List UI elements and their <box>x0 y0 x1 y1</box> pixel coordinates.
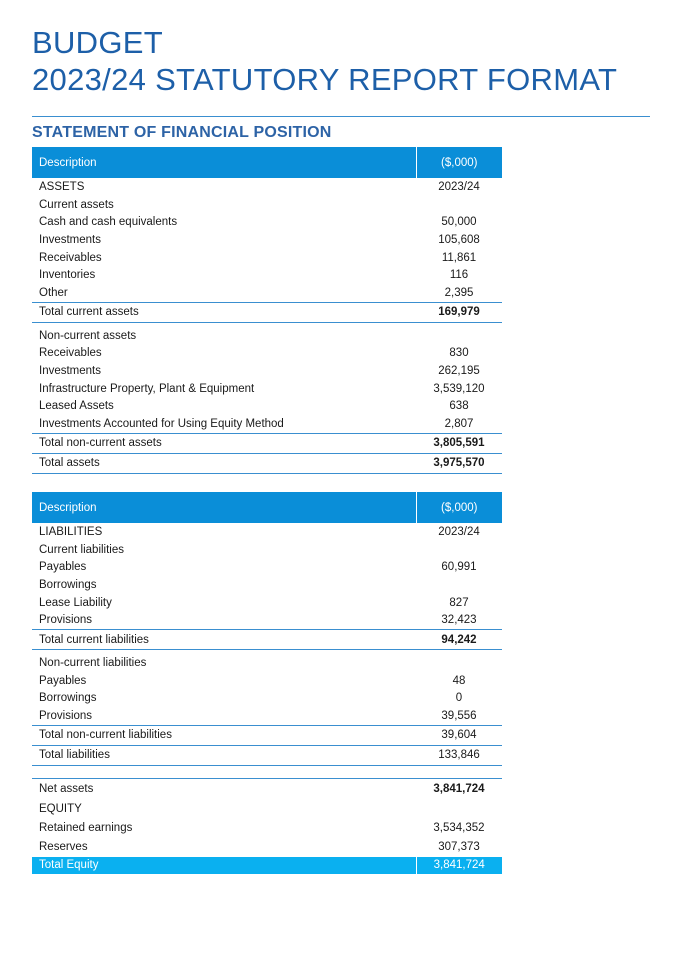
row-value: 2023/24 <box>438 180 480 193</box>
row-value: 307,373 <box>438 841 480 854</box>
row-value: 94,242 <box>416 630 502 650</box>
table-row <box>32 523 502 541</box>
row-label: LIABILITIES <box>39 525 103 538</box>
table-row <box>32 284 502 302</box>
row-value: 827 <box>449 596 469 609</box>
table-row <box>32 558 502 576</box>
table-row <box>32 541 502 559</box>
row-value: 2023/24 <box>438 525 480 538</box>
section-title: STATEMENT OF FINANCIAL POSITION <box>32 124 332 141</box>
table-row <box>32 266 502 284</box>
table-row <box>32 594 502 612</box>
row-label: Total assets <box>32 453 416 473</box>
row-label: Total non-current liabilities <box>32 725 416 745</box>
table-row <box>32 345 502 363</box>
row-value: 3,841,724 <box>416 857 502 874</box>
row-label: Current assets <box>39 198 114 211</box>
table-row <box>32 196 502 214</box>
row-value: 3,975,570 <box>416 453 502 473</box>
table-row <box>32 398 502 416</box>
row-label: Receivables <box>39 347 102 360</box>
total-row <box>32 302 502 322</box>
row-label: Borrowings <box>39 692 97 705</box>
row-label: Leased Assets <box>39 400 114 413</box>
total-equity-row <box>32 857 502 874</box>
total-row <box>32 745 502 765</box>
row-value: 50,000 <box>441 216 477 229</box>
row-label: Total Equity <box>32 857 416 874</box>
row-label: Inventories <box>39 269 96 282</box>
row-value: 11,861 <box>441 251 477 264</box>
total-row <box>32 453 502 473</box>
row-label: Total current liabilities <box>32 630 416 650</box>
total-row <box>32 725 502 745</box>
table-header-row <box>32 492 502 523</box>
column-header-description: Description <box>32 492 416 523</box>
row-value: 3,539,120 <box>433 382 485 395</box>
row-value: 60,991 <box>441 561 477 574</box>
row-label: Non-current assets <box>39 329 137 342</box>
column-header-value: ($,000) <box>416 147 502 178</box>
row-value: 116 <box>449 269 469 282</box>
table-row <box>32 231 502 249</box>
row-value: 133,846 <box>416 745 502 765</box>
title-line-2: 2023/24 STATUTORY REPORT FORMAT <box>32 62 618 97</box>
table-row <box>32 611 502 629</box>
row-label: Investments Accounted for Using Equity Method <box>39 418 284 431</box>
row-value: 0 <box>455 692 463 705</box>
row-label: Cash and cash equivalents <box>39 216 178 229</box>
row-label: ASSETS <box>39 180 85 193</box>
total-row <box>32 433 502 453</box>
row-label: Reserves <box>39 841 88 854</box>
row-label: Lease Liability <box>39 596 112 609</box>
table-header-row <box>32 147 502 178</box>
row-value: 3,805,591 <box>416 433 502 453</box>
row-label: EQUITY <box>39 802 82 815</box>
liabilities-table <box>32 492 502 874</box>
row-label: Current liabilities <box>39 543 125 556</box>
row-value: 262,195 <box>438 365 480 378</box>
row-label: Investments <box>39 365 101 378</box>
row-label: Other <box>39 286 68 299</box>
table-row <box>32 690 502 708</box>
table-row <box>32 819 502 838</box>
total-row <box>32 630 502 650</box>
row-label: Infrastructure Property, Plant & Equipment <box>39 382 255 395</box>
row-value: 39,604 <box>416 725 502 745</box>
row-value: 830 <box>449 347 469 360</box>
table-row <box>32 213 502 231</box>
net-assets-row <box>32 778 502 799</box>
row-label: Investments <box>39 233 101 246</box>
column-header-value: ($,000) <box>416 492 502 523</box>
table-row <box>32 249 502 267</box>
row-value: 169,979 <box>416 302 502 322</box>
assets-table <box>32 147 502 474</box>
row-label: Receivables <box>39 251 102 264</box>
row-value: 32,423 <box>441 614 477 627</box>
row-label: Non-current liabilities <box>39 656 147 669</box>
table-row <box>32 178 502 196</box>
row-value: 39,556 <box>441 710 477 723</box>
row-label: Payables <box>39 561 87 574</box>
table-row <box>32 415 502 433</box>
table-row <box>32 672 502 690</box>
row-value: 3,534,352 <box>433 822 485 835</box>
table-row <box>32 838 502 857</box>
page-title <box>32 24 617 98</box>
row-label: Total current assets <box>32 302 416 322</box>
row-value: 3,841,724 <box>416 778 502 799</box>
title-divider <box>32 116 650 117</box>
table-row <box>32 707 502 725</box>
row-value: 638 <box>449 400 469 413</box>
row-label: Provisions <box>39 710 93 723</box>
title-line-1: BUDGET <box>32 25 163 60</box>
row-label: Payables <box>39 674 87 687</box>
row-value: 105,608 <box>438 233 480 246</box>
row-value <box>416 576 502 594</box>
table-row <box>32 654 502 672</box>
row-label: Total liabilities <box>32 745 416 765</box>
row-label: Retained earnings <box>39 822 133 835</box>
row-value: 48 <box>452 674 466 687</box>
row-value: 2,395 <box>444 286 474 299</box>
table-row <box>32 576 502 594</box>
column-header-description: Description <box>32 147 416 178</box>
table-row <box>32 362 502 380</box>
row-label: Net assets <box>32 778 416 799</box>
table-row <box>32 799 502 819</box>
row-label: Provisions <box>39 614 93 627</box>
row-value: 2,807 <box>444 418 474 431</box>
table-row <box>32 380 502 398</box>
row-label: Borrowings <box>39 578 97 591</box>
row-label: Total non-current assets <box>32 433 416 453</box>
table-row <box>32 327 502 345</box>
